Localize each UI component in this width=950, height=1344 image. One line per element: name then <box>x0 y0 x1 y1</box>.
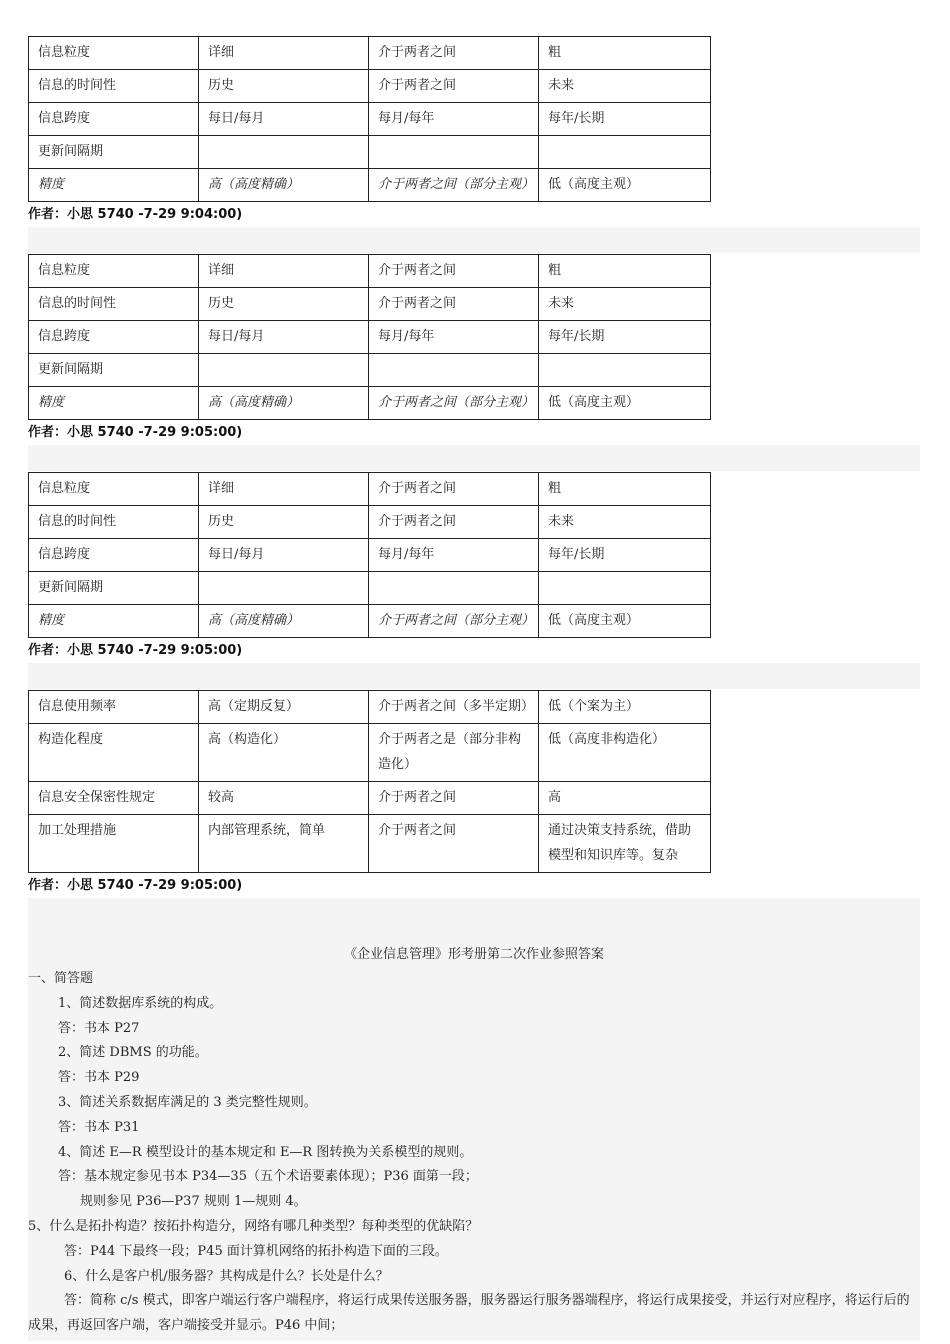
answer-line: 1、简述数据库系统的构成。 <box>58 995 223 1011</box>
table-cell <box>199 572 369 605</box>
table-cell <box>539 572 711 605</box>
table-cell <box>539 136 711 169</box>
table-cell: 高（高度精确） <box>199 169 369 202</box>
answer-line: 6、什么是客户机/服务器？其构成是什么？长处是什么？ <box>64 1268 389 1284</box>
answer-line: 2、简述 DBMS 的功能。 <box>58 1045 208 1061</box>
table-cell: 高（构造化） <box>199 724 369 782</box>
table-cell: 介于两者之间 <box>369 782 539 815</box>
table-cell: 更新间隔期 <box>29 136 199 169</box>
table-cell: 高（高度精确） <box>199 605 369 638</box>
separator <box>28 663 920 689</box>
table-cell: 精度 <box>29 605 199 638</box>
answer-line: 规则参见 P36—P37 规则 1—规则 4。 <box>80 1194 307 1210</box>
answer-line: 答：书本 P29 <box>58 1070 140 1086</box>
table-cell: 介于两者之间 <box>369 506 539 539</box>
table-cell: 内部管理系统，简单 <box>199 815 369 873</box>
table-cell: 粗 <box>539 255 711 288</box>
table-cell: 高 <box>539 782 711 815</box>
table-cell: 低（高度主观） <box>539 605 711 638</box>
answer-line: 3、简述关系数据库满足的 3 类完整性规则。 <box>58 1094 317 1110</box>
answer-line: 答：P44 下最终一段；P45 面计算机网络的拓扑构造下面的三段。 <box>64 1243 448 1259</box>
table-cell <box>199 136 369 169</box>
table-cell: 介于两者之间（部分主观） <box>369 605 539 638</box>
table-cell: 加工处理措施 <box>29 815 199 873</box>
table-cell: 详细 <box>199 37 369 70</box>
info-block-1 <box>28 36 920 227</box>
table-row <box>29 691 711 724</box>
table-cell: 介于两者之间 <box>369 473 539 506</box>
table-cell: 介于两者之间 <box>369 815 539 873</box>
table-row <box>29 572 711 605</box>
table-cell: 每日/每月 <box>199 103 369 136</box>
info-block-3 <box>28 472 920 663</box>
table-row <box>29 136 711 169</box>
table-cell: 每月/每年 <box>369 103 539 136</box>
author-line: 作者：小思 5740 -7-29 9:05:00) <box>28 878 243 893</box>
table-row <box>29 321 711 354</box>
answer-lines <box>28 967 920 1289</box>
answer-paragraph: 答：简称 c/s 模式，即客户端运行客户端程序，将运行成果传送服务器，服务器运行服务器端程序，将运行成果接受，并运行对应程序，将运行后的成果，再返回客户端，客户端接受并显示。P46 中间； <box>28 1293 910 1334</box>
table-cell: 每月/每年 <box>369 539 539 572</box>
separator <box>28 227 920 253</box>
table-cell: 每日/每月 <box>199 539 369 572</box>
table-cell: 精度 <box>29 169 199 202</box>
table-cell: 信息粒度 <box>29 255 199 288</box>
table-cell: 介于两者之间 <box>369 37 539 70</box>
info-table <box>28 254 711 420</box>
author-line: 作者：小思 5740 -7-29 9:05:00) <box>28 643 243 658</box>
answer-title: 《企业信息管理》形考册第二次作业参照答案 <box>343 947 604 962</box>
table-cell: 每年/长期 <box>539 321 711 354</box>
table-cell: 通过决策支持系统，借助模型和知识库等。复杂 <box>539 815 711 873</box>
table-row <box>29 255 711 288</box>
table-cell: 介于两者之间 <box>369 255 539 288</box>
author-line: 作者：小思 5740 -7-29 9:05:00) <box>28 425 243 440</box>
table-cell: 低（个案为主） <box>539 691 711 724</box>
table-cell: 精度 <box>29 387 199 420</box>
table-cell: 更新间隔期 <box>29 354 199 387</box>
answer-line: 答：书本 P31 <box>58 1119 140 1135</box>
answer-section <box>28 898 920 1341</box>
answer-line: 答：书本 P27 <box>58 1020 140 1036</box>
table-cell: 每年/长期 <box>539 103 711 136</box>
table-row <box>29 70 711 103</box>
table-row <box>29 103 711 136</box>
table-row <box>29 354 711 387</box>
answer-line: 答：基本规定参见书本 P34—35（五个术语要素体现）；P36 面第一段； <box>58 1169 478 1185</box>
table-cell: 每日/每月 <box>199 321 369 354</box>
table-row <box>29 37 711 70</box>
table-cell: 每月/每年 <box>369 321 539 354</box>
table-cell: 介于两者之间（部分主观） <box>369 169 539 202</box>
info-table <box>28 36 711 202</box>
table-cell: 信息粒度 <box>29 473 199 506</box>
table-row <box>29 605 711 638</box>
table-cell: 详细 <box>199 255 369 288</box>
table-cell: 信息安全保密性规定 <box>29 782 199 815</box>
table-cell: 构造化程度 <box>29 724 199 782</box>
table-cell <box>369 572 539 605</box>
table-row <box>29 473 711 506</box>
table-cell: 低（高度主观） <box>539 169 711 202</box>
info-table-extended <box>28 690 711 873</box>
table-cell: 介于两者之间 <box>369 70 539 103</box>
table-cell: 介于两者之是（部分非构造化） <box>369 724 539 782</box>
table-cell: 更新间隔期 <box>29 572 199 605</box>
table-row <box>29 539 711 572</box>
table-cell: 详细 <box>199 473 369 506</box>
table-cell: 介于两者之间（多半定期） <box>369 691 539 724</box>
separator <box>28 445 920 471</box>
table-cell: 历史 <box>199 506 369 539</box>
table-cell: 较高 <box>199 782 369 815</box>
table-cell: 未来 <box>539 288 711 321</box>
table-cell: 每年/长期 <box>539 539 711 572</box>
table-row <box>29 782 711 815</box>
table-cell: 未来 <box>539 70 711 103</box>
table-cell: 信息的时间性 <box>29 70 199 103</box>
table-cell: 粗 <box>539 473 711 506</box>
table-cell: 介于两者之间（部分主观） <box>369 387 539 420</box>
table-row <box>29 506 711 539</box>
table-cell <box>369 354 539 387</box>
info-block-2 <box>28 254 920 445</box>
table-row <box>29 387 711 420</box>
table-cell: 未来 <box>539 506 711 539</box>
table-cell: 历史 <box>199 288 369 321</box>
table-row <box>29 169 711 202</box>
table-cell <box>539 354 711 387</box>
table-cell <box>369 136 539 169</box>
table-cell: 信息使用频率 <box>29 691 199 724</box>
answer-line: 5、什么是拓扑构造？按拓扑构造分，网络有哪几种类型？每种类型的优缺陷？ <box>28 1218 479 1234</box>
table-row <box>29 724 711 782</box>
table-cell: 低（高度主观） <box>539 387 711 420</box>
table-cell: 信息跨度 <box>29 321 199 354</box>
table-cell <box>199 354 369 387</box>
answer-line: 一、简答题 <box>28 971 94 986</box>
table-cell: 信息的时间性 <box>29 506 199 539</box>
table-cell: 信息粒度 <box>29 37 199 70</box>
info-table <box>28 472 711 638</box>
table-row <box>29 288 711 321</box>
table-cell: 历史 <box>199 70 369 103</box>
table-cell: 粗 <box>539 37 711 70</box>
table-cell: 低（高度非构造化） <box>539 724 711 782</box>
table-cell: 信息跨度 <box>29 103 199 136</box>
table-cell: 介于两者之间 <box>369 288 539 321</box>
info-block-4 <box>28 690 920 898</box>
table-cell: 信息的时间性 <box>29 288 199 321</box>
table-cell: 高（高度精确） <box>199 387 369 420</box>
table-cell: 信息跨度 <box>29 539 199 572</box>
table-cell: 高（定期反复） <box>199 691 369 724</box>
table-row <box>29 815 711 873</box>
author-line: 作者：小思 5740 -7-29 9:04:00) <box>28 207 243 222</box>
answer-line: 4、简述 E—R 模型设计的基本规定和 E—R 图转换为关系模型的规则。 <box>58 1144 473 1160</box>
document-page <box>28 36 920 1341</box>
